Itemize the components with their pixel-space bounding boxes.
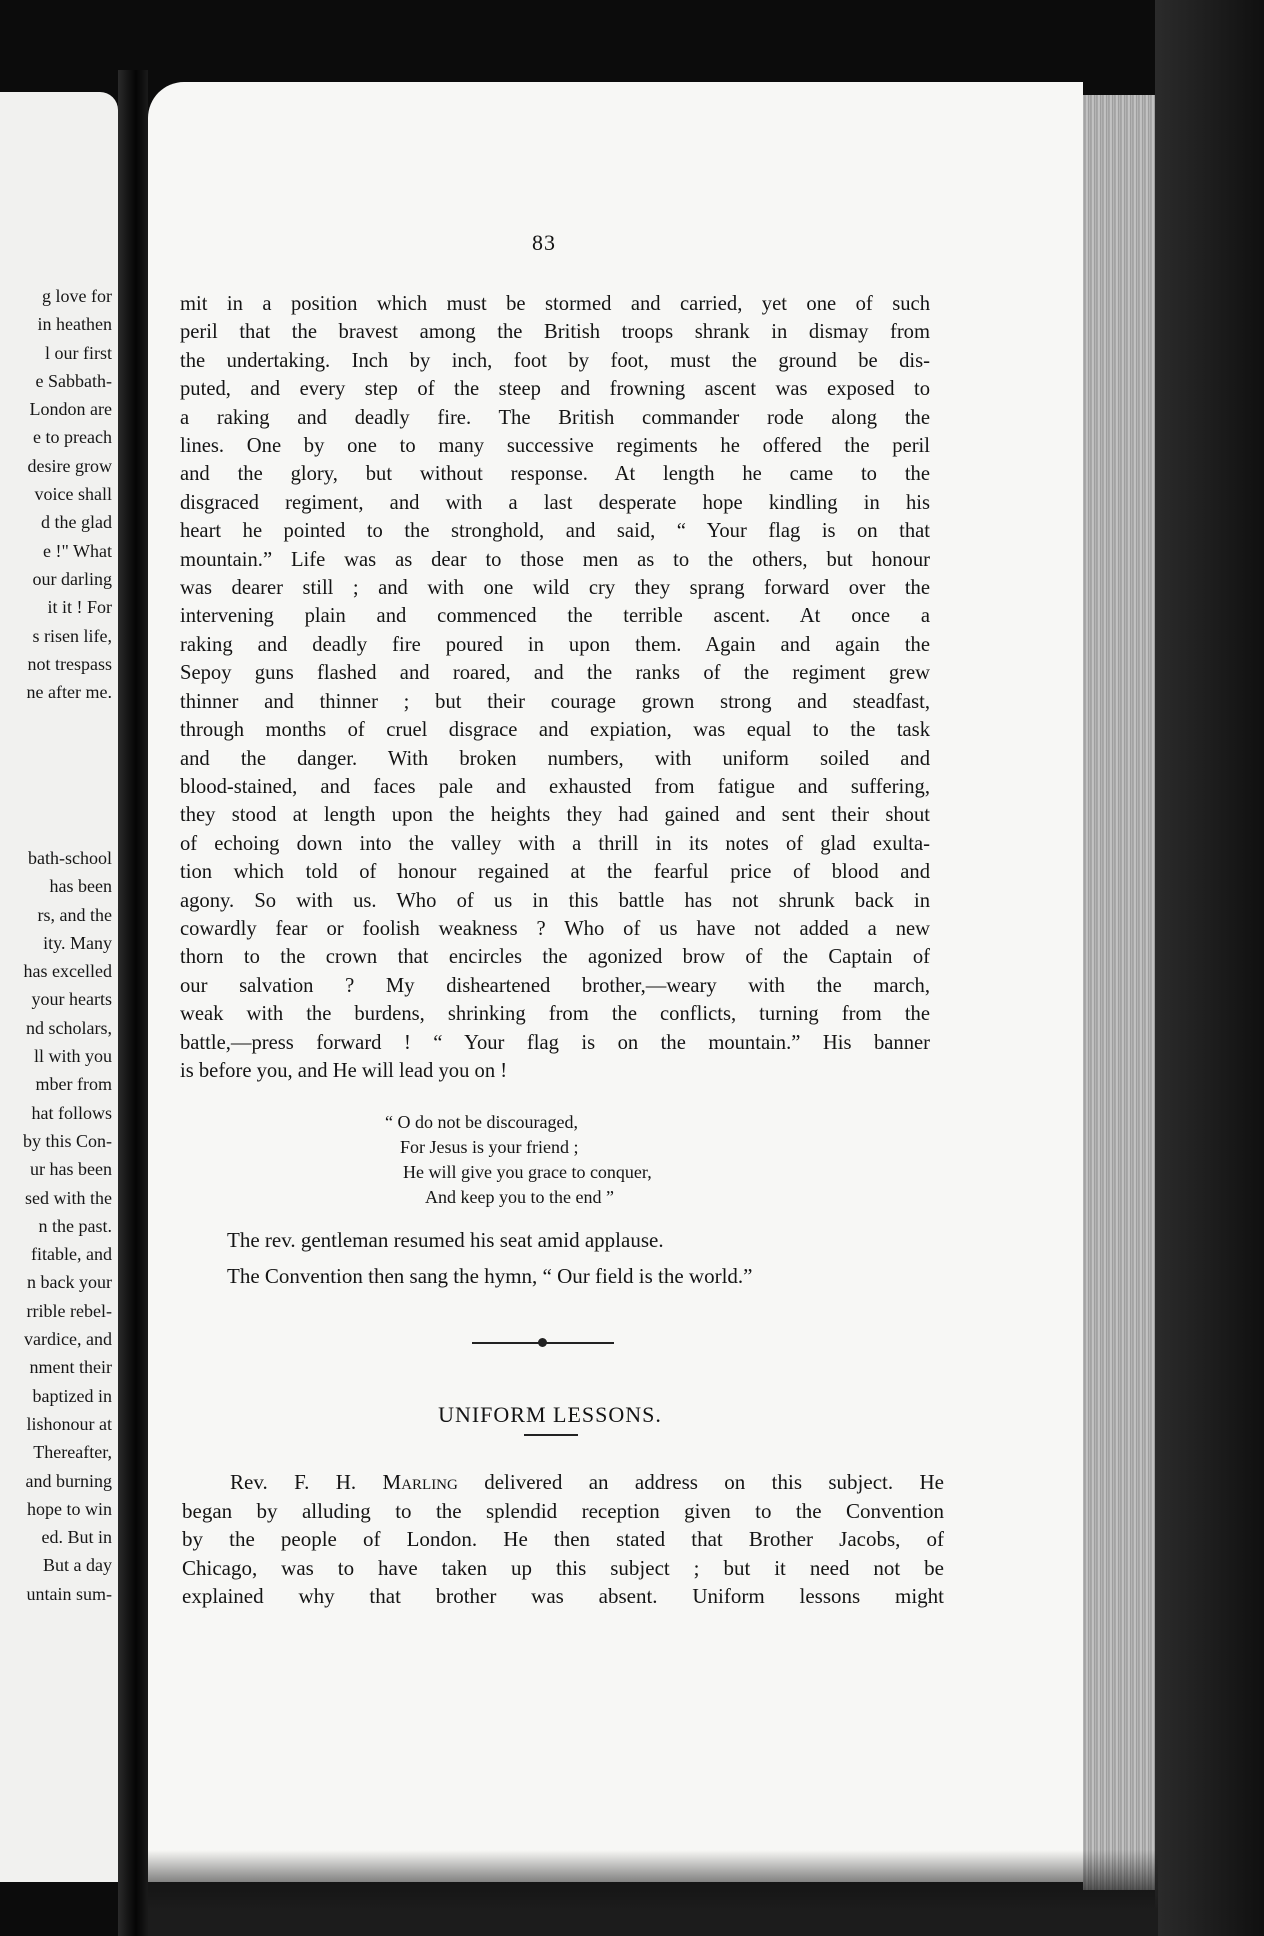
text-line: has been	[49, 876, 112, 897]
text-line: thorn to the crown that encircles the agonized brow of the Captain of	[180, 946, 930, 969]
text-line: our darling	[32, 568, 112, 589]
text-line: and burning	[25, 1470, 112, 1491]
text-line: And keep you to the end ”	[425, 1187, 614, 1207]
text-line: But a day	[43, 1555, 112, 1576]
text-line: of echoing down into the valley with a thrill in its notes of glad exulta-	[180, 832, 930, 855]
left-page-text-bottom	[0, 844, 112, 1608]
text-line: not trespass	[27, 653, 112, 674]
text-line: ur has been	[30, 1159, 112, 1180]
text-line: and the glory, but without response. At length he came to the	[180, 463, 930, 486]
text-line: puted, and every step of the steep and frowning ascent was exposed to	[180, 378, 930, 401]
text-line: ity. Many	[43, 932, 112, 953]
left-facing-page	[0, 92, 118, 1882]
text-line: The rev. gentleman resumed his seat amid applause.	[227, 1228, 664, 1252]
section-lines	[182, 1497, 944, 1611]
section-divider-dot	[538, 1338, 547, 1347]
text-line: e Sabbath-	[35, 370, 112, 391]
text-line: sed with the	[25, 1187, 112, 1208]
text-line: desire grow	[27, 455, 112, 476]
text-line: n the past.	[38, 1215, 112, 1236]
section-title-rule	[524, 1434, 578, 1436]
text-line: by this Con-	[22, 1130, 112, 1151]
text-line: The Convention then sang the hymn, “ Our field is the world.”	[227, 1264, 753, 1288]
text-line: battle,—press forward ! “ Your flag is on the mountain.” His banner	[180, 1031, 930, 1054]
text-line: vardice, and	[24, 1329, 112, 1350]
bottom-shadow	[148, 1850, 1158, 1936]
text-line: rs, and the	[37, 904, 112, 925]
poem-stanza	[385, 1110, 652, 1210]
text-line: weak with the burdens, shrinking from the conflicts, turning from the	[180, 1003, 930, 1026]
text-line: e !" What	[43, 540, 112, 561]
convention-notes	[227, 1222, 752, 1294]
text-line: hope to win	[27, 1498, 112, 1519]
text-line: He will give you grace to conquer,	[403, 1162, 652, 1182]
text-line: in heathen	[37, 314, 112, 335]
text-line: untain sum-	[26, 1583, 112, 1604]
text-line: raking and deadly fire poured in upon them. Again and again the	[180, 633, 930, 656]
section-title: UNIFORM LESSONS.	[438, 1402, 662, 1427]
text-line: baptized in	[32, 1385, 112, 1406]
text-line: blood-stained, and faces pale and exhausted from fatigue and suffering,	[180, 775, 930, 798]
text-line: Chicago, was to have taken up this subject ; but it need not be	[182, 1555, 944, 1580]
section-intro-prefix: Rev. F. H.	[230, 1470, 383, 1494]
text-line: and the danger. With broken numbers, with uniform soiled and	[180, 747, 930, 770]
text-line: heart he pointed to the stronghold, and said, “ Your flag is on that	[180, 520, 930, 543]
text-line: tion which told of honour regained at the fearful price of blood and	[180, 861, 930, 884]
text-line: a raking and deadly fire. The British commander rode along the	[180, 406, 930, 429]
text-line: ne after me.	[26, 682, 112, 703]
text-line: g love for	[42, 286, 112, 306]
text-line: disgraced regiment, and with a last desperate hope kindling in his	[180, 491, 930, 514]
text-line: mountain.” Life was as dear to those men as to the others, but honour	[180, 548, 930, 571]
text-line: has excelled	[23, 961, 112, 982]
text-line: mber from	[35, 1074, 112, 1095]
text-line: by the people of London. He then stated that Brother Jacobs, of	[182, 1527, 944, 1552]
text-line: Thereafter,	[33, 1442, 112, 1463]
section-paragraph	[182, 1468, 944, 1611]
text-line: London are	[29, 399, 112, 420]
page-edges	[1083, 95, 1155, 1890]
text-line: s risen life,	[32, 625, 112, 646]
left-page-text-top	[0, 282, 112, 706]
text-line: fitable, and	[31, 1244, 112, 1265]
text-line: lines. One by one to many successive regiments he offered the peril	[180, 435, 930, 458]
speaker-name: Marling	[382, 1470, 458, 1494]
text-line: our salvation ? My disheartened brother,—weary with the march,	[180, 974, 930, 997]
text-line: “ O do not be discouraged,	[385, 1112, 578, 1132]
text-line: For Jesus is your friend ;	[400, 1137, 579, 1157]
text-line: Sepoy guns flashed and roared, and the ranks of the regiment grew	[180, 662, 930, 685]
text-line: peril that the bravest among the British troops shrank in dismay from	[180, 321, 930, 344]
text-line: lishonour at	[26, 1413, 112, 1434]
text-line: l our first	[45, 342, 112, 363]
page-number: 83	[532, 230, 556, 255]
text-line: is before you, and He will lead you on !	[180, 1059, 508, 1082]
text-line: ed. But in	[41, 1527, 112, 1548]
text-line: d the glad	[41, 512, 112, 533]
text-line: intervening plain and commenced the terrible ascent. At once a	[180, 605, 930, 628]
text-line: nment their	[29, 1357, 112, 1378]
text-line: the undertaking. Inch by inch, foot by foot, must the ground be dis-	[180, 349, 930, 372]
text-line: bath-school	[28, 848, 112, 868]
text-line: cowardly fear or foolish weakness ? Who of us have not added a new	[180, 917, 930, 940]
text-line: thinner and thinner ; but their courage grown strong and steadfast,	[180, 690, 930, 713]
section-first-line	[182, 1468, 944, 1497]
text-line: ll with you	[33, 1046, 112, 1067]
text-line: voice shall	[34, 484, 112, 505]
text-line: it it ! For	[47, 597, 112, 618]
text-line: agony. So with us. Who of us in this battle has not shrunk back in	[180, 889, 930, 912]
text-line: hat follows	[31, 1102, 112, 1123]
text-line: began by alluding to the splendid reception given to the Convention	[182, 1498, 944, 1523]
section-intro-suffix: delivered an address on this subject. He	[457, 1470, 944, 1494]
text-line: your hearts	[31, 989, 112, 1010]
book-cover-edge	[1155, 0, 1264, 1936]
book-gutter	[118, 70, 148, 1936]
text-line: n back your	[27, 1272, 112, 1293]
text-line: nd scholars,	[26, 1017, 112, 1038]
text-line: rrible rebel-	[26, 1300, 112, 1321]
text-line: they stood at length upon the heights they had gained and sent their shout	[180, 804, 930, 827]
text-line: mit in a position which must be stormed and carried, yet one of such	[180, 293, 930, 315]
text-line: through months of cruel disgrace and expiation, was equal to the task	[180, 719, 930, 742]
text-line: explained why that brother was absent. Uniform lessons might	[182, 1584, 944, 1609]
text-line: e to preach	[33, 427, 112, 448]
text-line: was dearer still ; and with one wild cry they sprang forward over the	[180, 577, 930, 600]
main-paragraph	[180, 290, 930, 1085]
